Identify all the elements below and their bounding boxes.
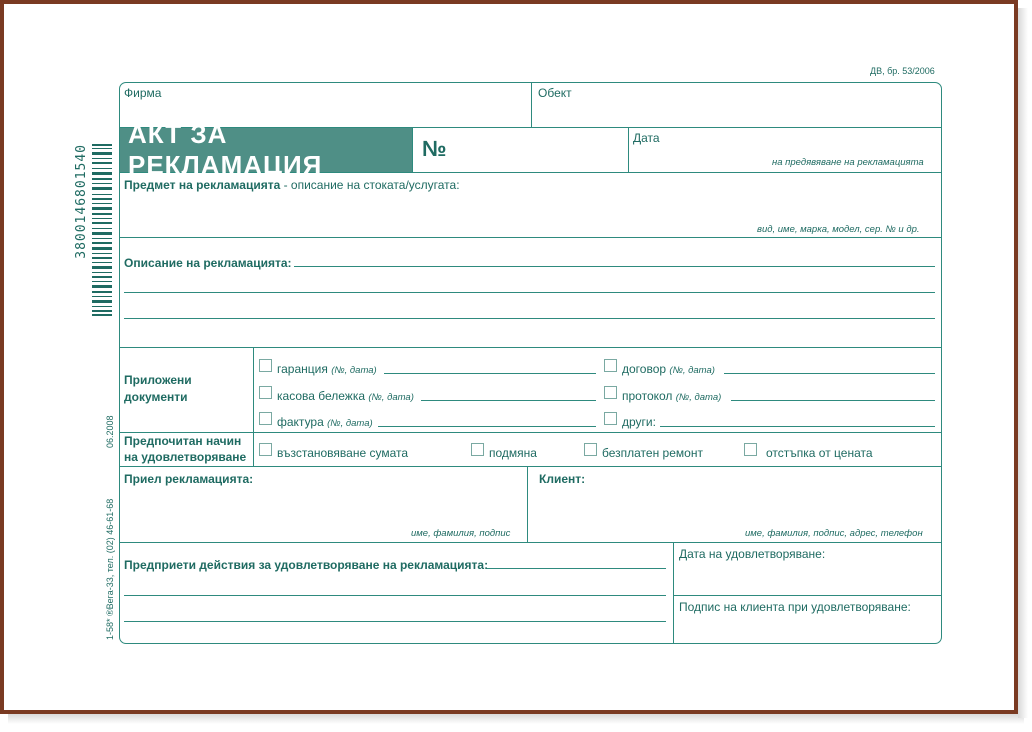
subject-label <box>124 178 460 192</box>
satisfaction-date-label: Дата на удовлетворяване: <box>679 547 826 561</box>
protocol-checkbox[interactable] <box>604 386 617 399</box>
subject-label-bold: Предмет на рекламацията <box>124 178 281 192</box>
protocol-text: протокол <box>622 389 673 403</box>
number-label: № <box>422 136 447 161</box>
actions-line-3 <box>124 621 666 622</box>
doc-reference: ДВ, бр. 53/2006 <box>870 66 935 76</box>
contract-checkbox[interactable] <box>604 359 617 372</box>
description-label: Описание на рекламацията: <box>124 256 292 270</box>
actions-label: Предприети действия за удовлетворяване на рекламацията: <box>124 558 489 572</box>
col-line-firm <box>531 82 532 127</box>
description-line-1 <box>294 266 935 267</box>
guarantee-label <box>277 362 377 376</box>
firm-label: Фирма <box>124 86 162 100</box>
subject-hint: вид, име, марка, модел, сер. № и др. <box>757 224 920 235</box>
protocol-label <box>622 389 721 403</box>
client-label: Клиент: <box>539 472 586 486</box>
invoice-checkbox[interactable] <box>259 412 272 425</box>
attached-label-1: Приложени <box>124 373 192 387</box>
col-line-actions <box>673 542 674 644</box>
contract-hint: (№, дата) <box>669 365 715 376</box>
row-line-4 <box>120 347 941 348</box>
preferred-label-1: Предпочитан начин <box>124 434 242 448</box>
row-line-3 <box>120 237 941 238</box>
barcode-digits: 3800146801540 <box>74 144 89 259</box>
actions-line-2 <box>124 595 666 596</box>
page-shadow-bottom <box>8 714 1024 724</box>
received-label: Приел рекламацията: <box>124 472 254 486</box>
form-title <box>120 119 412 180</box>
side-print-code: 1-58* ®Вега-33, тел. (02) 46-61-68 <box>105 498 115 640</box>
col-line-client <box>527 466 528 542</box>
client-hint: име, фамилия, подпис, адрес, телефон <box>745 528 923 539</box>
other-line <box>660 426 935 427</box>
invoice-hint: (№, дата) <box>327 418 373 429</box>
refund-label: възстановяване сумата <box>277 446 409 460</box>
discount-label: отстъпка от цената <box>766 446 873 460</box>
object-label: Обект <box>538 86 572 100</box>
guarantee-checkbox[interactable] <box>259 359 272 372</box>
received-hint: име, фамилия, подпис <box>411 528 511 539</box>
protocol-line <box>731 400 935 401</box>
row-line-8 <box>673 595 941 596</box>
free-repair-checkbox[interactable] <box>584 443 597 456</box>
discount-checkbox[interactable] <box>744 443 757 456</box>
receipt-line <box>421 400 596 401</box>
page-shadow-right <box>1018 8 1028 718</box>
subject-label-rest: - описание на стоката/услугата: <box>280 178 460 192</box>
refund-checkbox[interactable] <box>259 443 272 456</box>
preferred-label-2: на удовлетворяване <box>124 450 247 464</box>
barcode-icon <box>92 144 112 316</box>
contract-label <box>622 362 715 376</box>
client-signature-label: Подпис на клиента при удовлетворяване: <box>679 600 911 614</box>
contract-line <box>724 373 935 374</box>
guarantee-line <box>384 373 596 374</box>
free-repair-label: безплатен ремонт <box>602 446 703 460</box>
replacement-label: подмяна <box>489 446 537 460</box>
date-hint: на предявяване на рекламацията <box>772 157 924 168</box>
row-line-7 <box>120 542 941 543</box>
col-line-title <box>412 127 413 172</box>
description-line-2 <box>124 292 935 293</box>
receipt-text: касова бележка <box>277 389 366 403</box>
receipt-label <box>277 389 414 403</box>
other-label: други: <box>622 415 656 429</box>
receipt-hint: (№, дата) <box>368 392 414 403</box>
guarantee-text: гаранция <box>277 362 328 376</box>
receipt-checkbox[interactable] <box>259 386 272 399</box>
description-line-3 <box>124 318 935 319</box>
protocol-hint: (№, дата) <box>675 392 722 403</box>
invoice-text: фактура <box>277 415 324 429</box>
invoice-line <box>378 426 596 427</box>
actions-line-1 <box>487 568 666 569</box>
invoice-label <box>277 415 373 429</box>
form-title-text: АКТ ЗА РЕКЛАМАЦИЯ <box>128 119 323 180</box>
contract-text: договор <box>622 362 667 376</box>
row-line-5 <box>120 432 941 433</box>
attached-label-2: документи <box>124 390 188 404</box>
side-print-date: 06.2008 <box>105 415 115 448</box>
row-line-6 <box>120 466 941 467</box>
date-label: Дата <box>633 131 660 145</box>
other-checkbox[interactable] <box>604 412 617 425</box>
col-line-date <box>628 127 629 172</box>
col-line-docs <box>253 347 254 466</box>
replacement-checkbox[interactable] <box>471 443 484 456</box>
guarantee-hint: (№, дата) <box>331 365 377 376</box>
